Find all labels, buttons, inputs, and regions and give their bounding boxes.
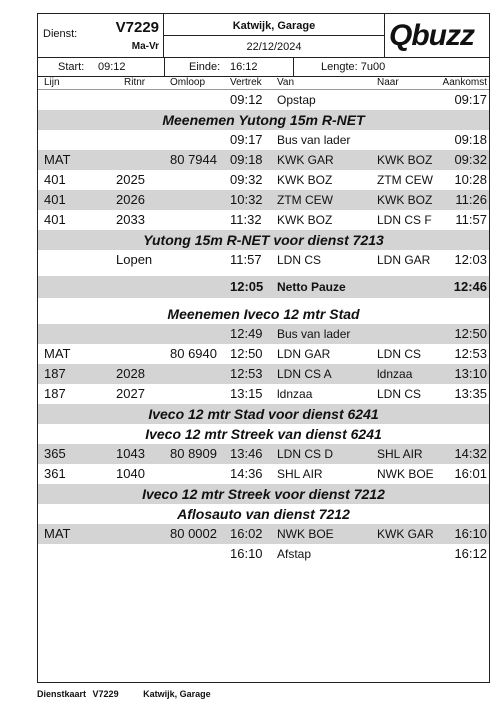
location-cell: [164, 14, 385, 58]
lijn: 187: [44, 366, 66, 381]
aankomst: 14:32: [454, 446, 487, 461]
ritnr: 1040: [116, 466, 145, 481]
footer: [37, 689, 233, 699]
aankomst: 16:10: [454, 526, 487, 541]
naar: LDN CS F: [377, 213, 432, 227]
naar: ZTM CEW: [377, 173, 433, 187]
footer-dienst: V7229: [92, 689, 119, 699]
naar: LDN GAR: [377, 253, 431, 267]
dienst-cell: [38, 14, 164, 58]
table-row: [38, 324, 489, 344]
footer-location: Katwijk, Garage: [143, 689, 211, 699]
divider: [293, 58, 294, 76]
van: LDN CS D: [277, 447, 334, 461]
lijn: 365: [44, 446, 66, 461]
vertrek: 12:53: [230, 366, 263, 381]
ritnr: 2025: [116, 172, 145, 187]
start-label: Start:: [58, 61, 85, 73]
einde-time: 16:12: [230, 61, 258, 73]
table-row: [38, 444, 489, 464]
naar: KWK BOZ: [377, 193, 433, 207]
aankomst: 12:50: [454, 326, 487, 341]
aankomst: 09:17: [454, 92, 487, 107]
omloop: 80 6940: [170, 346, 217, 361]
lengte: Lengte: 7u00: [321, 61, 386, 73]
van: ZTM CEW: [277, 193, 333, 207]
ritnr: 2033: [116, 212, 145, 227]
lijn: 401: [44, 172, 66, 187]
lijn: 361: [44, 466, 66, 481]
van: KWK GAR: [277, 153, 334, 167]
ritnr: Lopen: [116, 252, 153, 267]
aankomst: 09:18: [454, 132, 487, 147]
einde-label: Einde:: [189, 61, 221, 73]
table-row: [38, 150, 489, 170]
van: LDN GAR: [277, 347, 331, 361]
table-row: [38, 344, 489, 364]
lijn: 401: [44, 192, 66, 207]
van: Afstap: [277, 547, 312, 561]
vertrek: 09:32: [230, 172, 263, 187]
table-row: [38, 464, 489, 484]
vertrek: 09:17: [230, 132, 263, 147]
section-header: Meenemen Iveco 12 mtr Stad: [38, 304, 489, 324]
column-headers: [38, 77, 489, 90]
aankomst: 12:53: [454, 346, 487, 361]
vertrek: 11:32: [230, 212, 262, 227]
dienstkaart: [37, 13, 490, 683]
aankomst: 16:01: [454, 466, 487, 481]
van: LDN CS: [277, 253, 322, 267]
naar: ldnzaa: [377, 367, 413, 381]
van: Bus van lader: [277, 327, 351, 341]
vertrek: 09:18: [230, 152, 263, 167]
van: KWK BOZ: [277, 173, 333, 187]
table-row: [38, 210, 489, 230]
aankomst: 13:10: [454, 366, 487, 381]
ritnr: 1043: [116, 446, 145, 461]
pauze-end: 12:46: [453, 279, 487, 294]
vertrek: 12:49: [230, 326, 263, 341]
table-row: [38, 250, 489, 270]
ritnr: 2026: [116, 192, 145, 207]
col-omloop: Omloop: [170, 77, 206, 88]
table-row: [38, 170, 489, 190]
col-naar: Naar: [377, 77, 399, 88]
aankomst: 16:12: [454, 546, 487, 561]
aankomst: 13:35: [454, 386, 487, 401]
section-header: Yutong 15m R-NET voor dienst 7213: [38, 230, 489, 250]
times-row: [38, 58, 489, 77]
naar: NWK BOE: [377, 467, 434, 481]
vertrek: 10:32: [230, 192, 263, 207]
pauze-start: 12:05: [230, 279, 264, 294]
ritnr: 2028: [116, 366, 145, 381]
table-row: [38, 130, 489, 150]
vertrek: 09:12: [230, 92, 263, 107]
vertrek: 16:02: [230, 526, 263, 541]
pauze-label: Netto Pauze: [277, 280, 346, 294]
start-time: 09:12: [98, 61, 126, 73]
divider: [164, 58, 165, 76]
schedule: [38, 90, 489, 564]
section-header: Aflosauto van dienst 7212: [38, 504, 489, 524]
naar: SHL AIR: [377, 447, 423, 461]
dienst-label: Dienst:: [43, 28, 78, 40]
footer-title: Dienstkaart: [37, 689, 87, 699]
vertrek: 11:57: [230, 252, 262, 267]
aankomst: 10:28: [454, 172, 487, 187]
naar: LDN CS: [377, 387, 422, 401]
date: 22/12/2024: [246, 41, 302, 53]
vertrek: 14:36: [230, 466, 263, 481]
van: KWK BOZ: [277, 213, 333, 227]
dienst-number: V7229: [115, 19, 159, 36]
naar: LDN CS: [377, 347, 422, 361]
lijn: MAT: [44, 526, 71, 541]
col-van: Van: [277, 77, 295, 88]
section-header: Meenemen Yutong 15m R-NET: [38, 110, 489, 130]
section-header: Iveco 12 mtr Streek voor dienst 7212: [38, 484, 489, 504]
van: Opstap: [277, 93, 316, 107]
pauze-row: [38, 276, 489, 298]
vertrek: 16:10: [230, 546, 263, 561]
omloop: 80 7944: [170, 152, 217, 167]
van: SHL AIR: [277, 467, 323, 481]
aankomst: 11:57: [455, 212, 487, 227]
van: NWK BOE: [277, 527, 334, 541]
vertrek: 13:15: [230, 386, 263, 401]
lijn: 401: [44, 212, 66, 227]
omloop: 80 8909: [170, 446, 217, 461]
vertrek: 12:50: [230, 346, 263, 361]
van: LDN CS A: [277, 367, 332, 381]
qbuzz-logo: Qbuzz: [389, 19, 474, 52]
day-type: Ma-Vr: [131, 41, 159, 52]
col-lijn: Lijn: [44, 77, 60, 88]
vertrek: 13:46: [230, 446, 263, 461]
logo-cell: [385, 14, 491, 58]
naar: KWK BOZ: [377, 153, 433, 167]
table-row: [38, 524, 489, 544]
section-header: Iveco 12 mtr Stad voor dienst 6241: [38, 404, 489, 424]
col-vertrek: Vertrek: [230, 77, 262, 88]
lijn: MAT: [44, 152, 71, 167]
naar: KWK GAR: [377, 527, 434, 541]
omloop: 80 0002: [170, 526, 217, 541]
van: Bus van lader: [277, 133, 351, 147]
lijn: MAT: [44, 346, 71, 361]
aankomst: 09:32: [454, 152, 487, 167]
location: Katwijk, Garage: [164, 16, 384, 36]
table-row: [38, 364, 489, 384]
table-row: [38, 544, 489, 564]
section-header: Iveco 12 mtr Streek van dienst 6241: [38, 424, 489, 444]
col-aankomst: Aankomst: [442, 77, 487, 88]
lijn: 187: [44, 386, 66, 401]
header: [38, 14, 489, 58]
ritnr: 2027: [116, 386, 145, 401]
table-row: [38, 384, 489, 404]
table-row: [38, 190, 489, 210]
aankomst: 12:03: [454, 252, 487, 267]
van: ldnzaa: [277, 387, 313, 401]
col-ritnr: Ritnr: [124, 77, 146, 88]
aankomst: 11:26: [455, 192, 487, 207]
table-row: [38, 90, 489, 110]
